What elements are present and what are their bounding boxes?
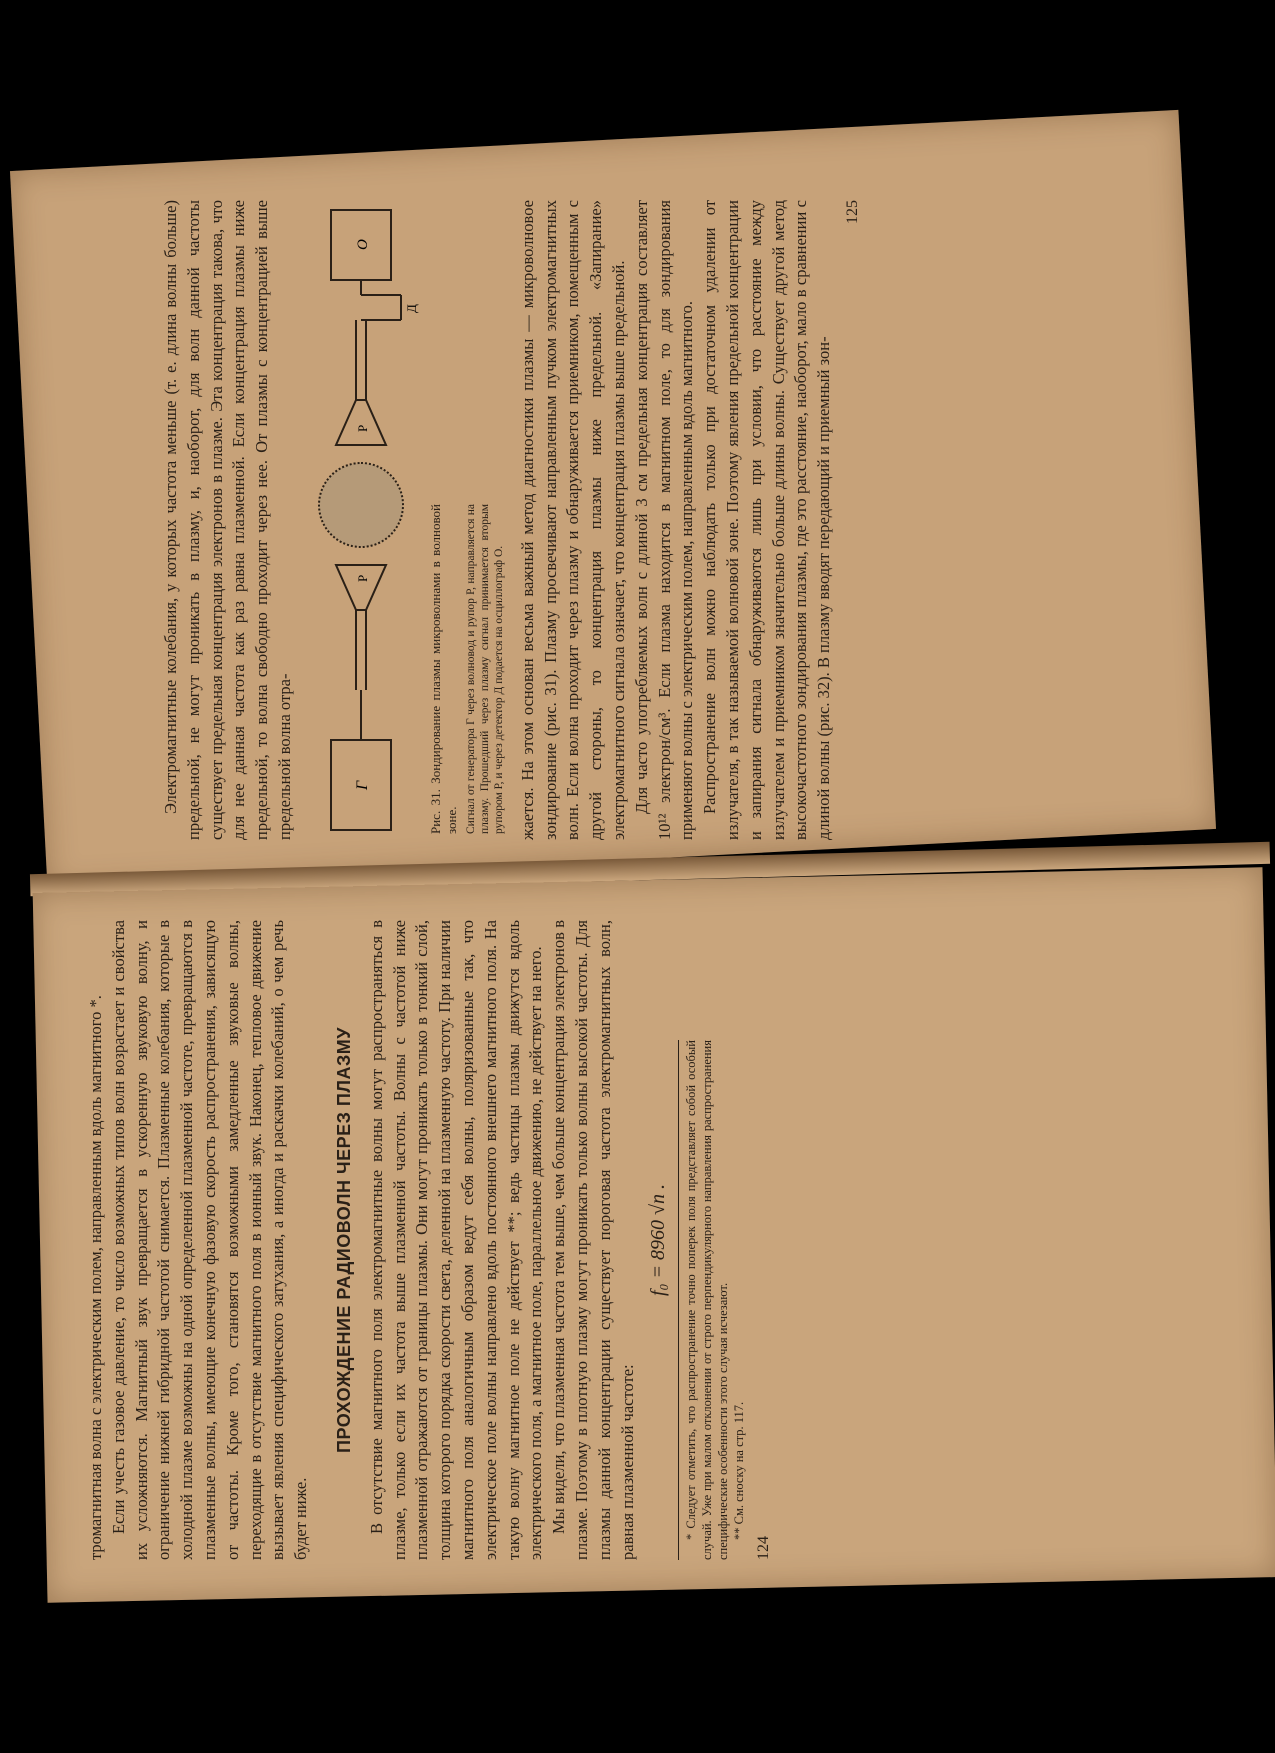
- caption-title: Рис. 31. Зондирование плазмы микроволнами в волновой зоне.: [427, 504, 459, 834]
- paragraph: Электромагнитные колебания, у которых частота меньше (т. е. длина волны больше) предельной, не могут проникать в плазму, и, наоборот, для волн данной частоты существует предельная концентрация электронов в плазме. Эта концентрация такова, что для нее данная частота как раз равна плазменной. Если концентрация плазмы ниже предельной, то волна свободно проходит через нее. От плазмы с концентрацией выше предельной волна отра-: [161, 200, 294, 840]
- footnotes: [678, 1040, 747, 1560]
- section-heading: ПРОХОЖДЕНИЕ РАДИОВОЛН ЧЕРЕЗ ПЛАЗМУ: [333, 1027, 354, 1453]
- horn-label: Р: [354, 574, 370, 582]
- right-page-text: [160, 200, 1275, 840]
- figure-caption: [428, 504, 506, 834]
- oscilloscope-label: О: [354, 239, 371, 250]
- page-number: 124: [755, 1536, 773, 1560]
- left-page-text: [85, 920, 1225, 1560]
- paragraph: В отсутствие магнитного поля электромагнитные волны могут распространяться в плазме, только если их частота выше плазменной частоты. Волны с частотой ниже плазменной отражаются от границы плазмы. Они могут проникать только в тонкий слой, толщина которого порядка скорости света, деленной на плазменную частоту. При наличии магнитного поля аналогичным образом ведут себя волны, поляризованные так, что электрическое поле волны направлено вдоль постоянного внешнего магнитного поля. На такую волну магнитное поле не действует **; ведь частицы плазмы движутся вдоль электрического поля, а магнитное поле, параллельное движению, не действует на него.: [366, 920, 546, 1560]
- detector-label: Д: [403, 304, 419, 313]
- paragraph: Для часто употребляемых волн с длиной 3 см предельная концентрация составляет 10¹² электрон/см³. Если плазма находится в магнитном поле, то для зондирования применяют волны с электрическим полем, направленным вдоль магнитного.: [631, 200, 697, 840]
- plasma-frequency-formula: f₀ = 8960 √n .: [647, 1184, 670, 1296]
- figure-31: [301, 200, 511, 840]
- paragraph: Если учесть газовое давление, то число возможных типов волн возрастает и свойства их усложняются. Магнитный звук превращается в ускоренную звуковую волну, и ограничение нижней гибридной частотой снимается. Плазменные колебания, которые в холодной плазме возможны на одной определенной плазменной частоте, превращаются в плазменные волны, имеющие конечную фазовую скорость распространения, зависящую от частоты. Кроме того, становятся возможными замедленные звуковые волны, переходящие в отсутствие магнитного поля в ионный звук. Наконец, тепловое движение вызывает явления специфического затухания, а иногда и раскачки колебаний, о чем речь будет ниже.: [108, 920, 311, 1560]
- horn-label: Р: [354, 424, 370, 432]
- transmitting-horn: [336, 565, 386, 610]
- caption-text: Сигнал от генератора Г через волновод и рупор Р, направляется на плазму. Прошедший через плазму сигнал принимается вторым рупором Р, и через детектор Д подается на осциллограф О.: [464, 504, 505, 834]
- generator-label: Г: [353, 780, 371, 790]
- page-number: 125: [843, 200, 861, 224]
- paragraph: Распространение волн можно наблюдать только при достаточном удалении от излучателя, в так называемой волновой зоне. Поэтому явления предельной концентрации и запирания сигнала обнаруживаются лишь при условии, что расстояние между излучателем и приемником значительно больше длины волны. Существует другой метод высокочастотного зондирования плазмы, где это расстояние, наоборот, мало в сравнении с длиной волны (рис. 32). В плазму вводят передающий и приемный зон-: [700, 200, 834, 840]
- receiving-horn: [336, 400, 386, 445]
- footnote: * Следует отметить, что распространение точно поперек поля представляет собой особый случай. Уже при малом отклонении от строго перпендикулярного направления распространения специфические особенности этого случая исчезают.: [684, 1040, 731, 1560]
- paragraph: тромагнитная волна с электрическим полем, направленным вдоль магнитного *.: [86, 995, 105, 1560]
- plasma-sphere: [319, 463, 403, 547]
- footnote: ** См. сноску на стр. 117.: [732, 1401, 747, 1540]
- microwave-probing-diagram: [301, 200, 421, 840]
- paragraph: жается. На этом основан весьма важный метод диагностики плазмы — микроволновое зондирование (рис. 31). Плазму просвечивают направленным пучком электромагнитных волн. Если волна проходит через плазму и обнаруживается приемником, помещенным с другой стороны, то концентрация плазмы ниже предельной. «Запирание» электромагнитного сигнала означает, что концентрация плазмы выше предельной.: [517, 200, 628, 840]
- paragraph: Мы видели, что плазменная частота тем выше, чем больше концентрация электронов в плазме. Поэтому в плотную плазму могут проникать только волны высокой частоты. Для плазмы данной концентрации существует пороговая частота электромагнитных волн, равная плазменной частоте:: [549, 920, 637, 1560]
